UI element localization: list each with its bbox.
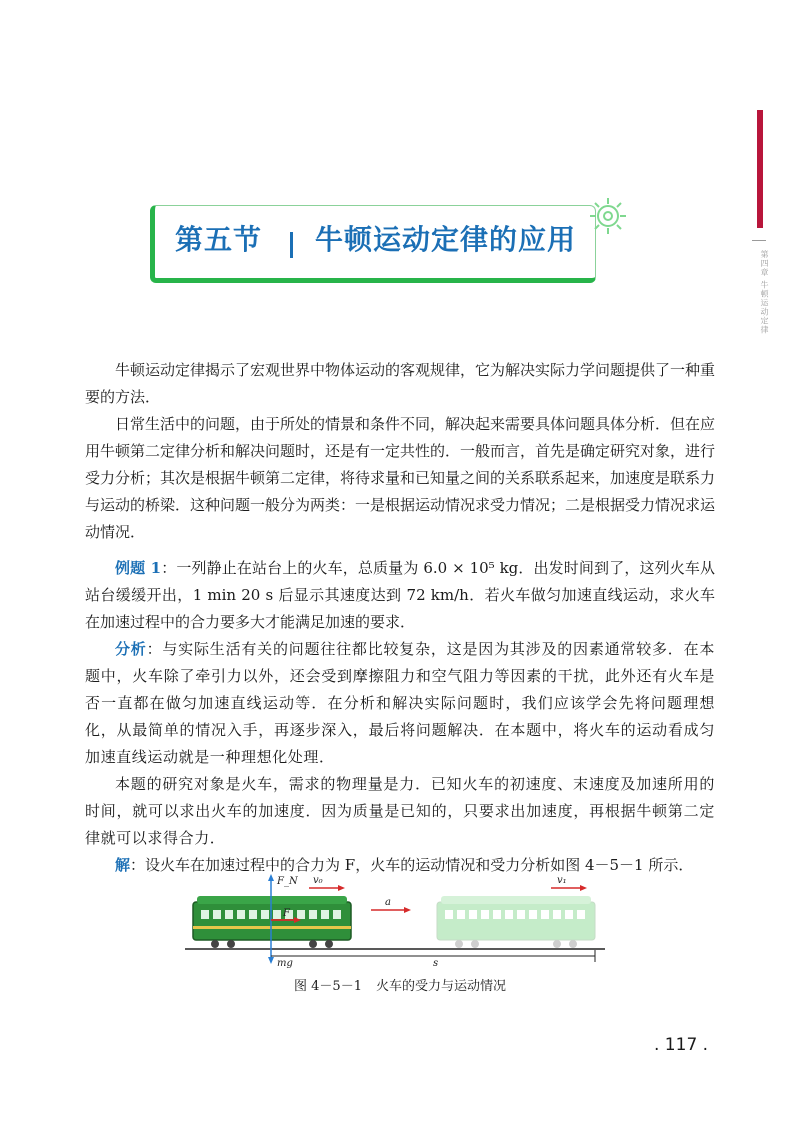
analysis-paragraph-1 <box>85 636 715 771</box>
solution-text: ：设火车在加速过程中的合力为 F，火车的运动情况和受力分析如图 4－5－1 所示． <box>130 856 694 874</box>
example-block <box>85 555 715 879</box>
label-normal-force: F_N <box>277 876 298 887</box>
gear-icon <box>586 194 630 238</box>
analysis-label: 分析 <box>115 640 147 658</box>
section-title: 牛顿运动定律的应用 <box>315 223 577 256</box>
train-final <box>437 896 595 948</box>
figure-title: 火车的受力与运动情况 <box>375 979 506 994</box>
chapter-tab-rule <box>752 240 766 249</box>
analysis-text: ：与实际生活有关的问题往往都比较复杂，这是因为其涉及的因素通常较多．在本题中，火车除了牵引力以外，还会受到摩擦阻力和空气阻力等因素的干扰，此外还有火车是否一直都在做匀加速直线运动等．在分析和解决实际问题时，我们应该学会先将问题理想化，从最简单的情况入手，再逐步深入，最后将问题解决．在本题中，将火车的运动看成匀加速直线运动就是一种理想化处理． <box>85 640 715 766</box>
label-acceleration: a <box>385 897 391 908</box>
chapter-tab-bar <box>757 110 763 228</box>
train-wheels-initial <box>211 940 333 948</box>
page-number: . 117 . <box>654 1035 709 1055</box>
title-divider <box>290 232 293 258</box>
intro-paragraph-1: 牛顿运动定律揭示了宏观世界中物体运动的客观规律，它为解决实际力学问题提供了一种重要的方法． <box>85 361 716 406</box>
analysis-paragraph-2: 本题的研究对象是火车，需求的物理量是力．已知火车的初速度、末速度及加速所用的时间，就可以求出火车的加速度．因为质量是已知的，只要求出加速度，再根据牛顿第二定律就可以求得合力． <box>85 775 715 847</box>
figure-number: 图 4－5－1 <box>294 979 362 994</box>
example-paragraph <box>85 555 715 636</box>
intro-paragraph-2: 日常生活中的问题，由于所处的情景和条件不同，解决起来需要具体问题具体分析．但在应用牛顿第二定律分析和解决问题时，还是有一定共性的．一般而言，首先是确定研究对象，进行受力分析；其次是根据牛顿第二定律，将待求量和已知量之间的关系联系起来，加速度是联系力与运动的桥梁．这种问题一般分为两类：一是根据运动情况求受力情况；二是根据受力情况求运动情况． <box>85 415 716 541</box>
train-body-initial <box>193 902 351 940</box>
section-title-frame <box>150 205 596 283</box>
train-force-diagram <box>185 870 605 970</box>
train-stripe-initial <box>193 926 351 929</box>
chapter-side-label: 第四章 牛顿运动定律 <box>760 250 769 335</box>
train-roof-initial <box>197 896 347 904</box>
example-text: ：一列静止在站台上的火车，总质量为 6.0 × 10⁵ kg．出发时间到了，这列火车从站台缓缓开出，1 min 20 s 后显示其速度达到 72 km/h．若火车做匀加速直线运动，求火车在加速过程中的合力要多大才能满足加速的要求． <box>85 559 715 631</box>
label-gravity: mg <box>277 958 293 969</box>
label-displacement: s <box>433 958 439 969</box>
solution-label: 解 <box>115 856 131 874</box>
label-v1: v₁ <box>557 875 567 886</box>
label-net-force: F <box>283 908 290 919</box>
label-v0: v₀ <box>313 875 323 886</box>
intro-block <box>85 357 715 546</box>
example-label: 例题 1 <box>115 559 162 577</box>
section-number: 第五节 <box>175 223 263 256</box>
figure-caption <box>0 975 800 994</box>
